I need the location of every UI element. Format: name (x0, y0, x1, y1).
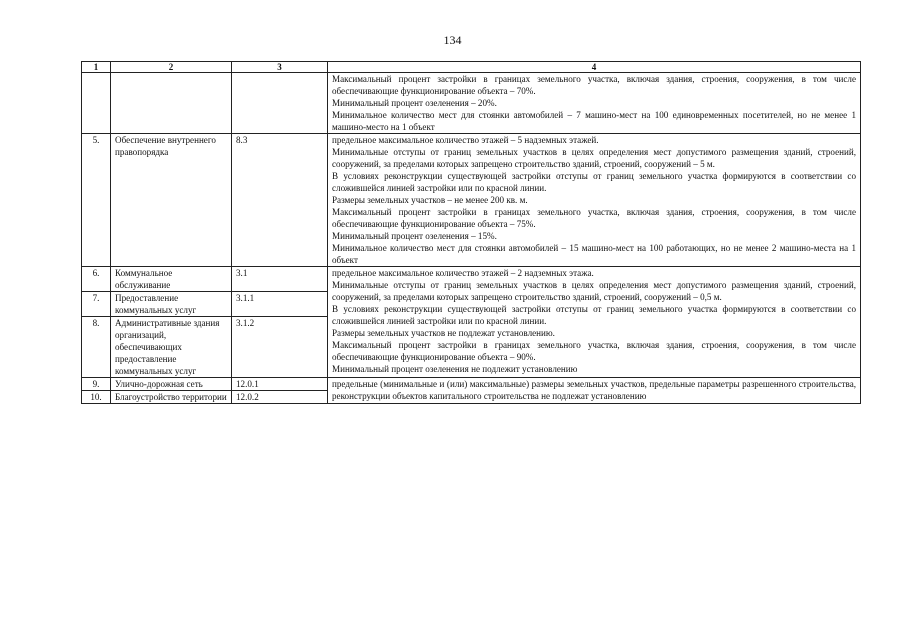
cell-parameters (328, 134, 861, 267)
table-row-9 (82, 378, 861, 391)
param-line: В условиях реконструкции существующей застройки отступы от границ земельного участка формируются в соответствии со сложившейся линией застройки или по красной линии. (332, 171, 856, 193)
header-col-3: 3 (232, 62, 328, 73)
cell-code: 3.1.2 (232, 317, 328, 378)
cell-parameters-merged (328, 267, 861, 378)
header-col-2: 2 (111, 62, 232, 73)
cell-name: Благоустройство территории (111, 391, 232, 404)
param-line: Минимальные отступы от границ земельных участков в целях определения мест допустимого размещения зданий, строений, сооружений, за пределами которых запрещено строительство зданий, строений, сооружений – 5 м. (332, 147, 856, 169)
cell-name: Коммунальное обслуживание (111, 267, 232, 292)
cell-name (111, 73, 232, 134)
header-col-1: 1 (82, 62, 111, 73)
param-line: предельные (минимальные и (или) максимальные) размеры земельных участков, предельные параметры разрешенного строительства, реконструкции объектов капитального строительства не подлежат установлению (332, 379, 856, 401)
cell-name: Обеспечение внутреннего правопорядка (111, 134, 232, 267)
cell-code (232, 73, 328, 134)
regulations-table (81, 61, 861, 404)
param-line: Минимальное количество мест для стоянки автомобилей – 7 машино-мест на 100 единовременных посетителей, но не менее 1 машино-место на 1 объект (332, 110, 856, 132)
cell-code: 3.1.1 (232, 292, 328, 317)
param-line: Минимальные отступы от границ земельных участков в целях определения мест допустимого размещения зданий, строений, сооружений, за пределами которых запрещено строительство зданий, строений, сооружений – 0,5 м. (332, 280, 856, 302)
cell-num: 6. (82, 267, 111, 292)
param-line: Максимальный процент застройки в границах земельного участка, включая здания, строения, сооружения, в том числе обеспечивающие функционирование объекта – 90%. (332, 340, 856, 362)
param-line: Минимальный процент озеленения – 15%. (332, 231, 497, 241)
param-line: Размеры земельных участков – не менее 200 кв. м. (332, 195, 528, 205)
header-col-4: 4 (328, 62, 861, 73)
page-number: 134 (443, 33, 462, 47)
param-line: Минимальный процент озеленения не подлежит установлению (332, 364, 578, 374)
cell-name: Административные здания организаций, обеспечивающих предоставление коммунальных услуг (111, 317, 232, 378)
param-line: Минимальный процент озеленения – 20%. (332, 98, 497, 108)
param-line: В условиях реконструкции существующей застройки отступы от границ земельного участка формируются в соответствии со сложившейся линией застройки или по красной линии. (332, 304, 856, 326)
table-row-6 (82, 267, 861, 292)
cell-num: 5. (82, 134, 111, 267)
table-row-5 (82, 134, 861, 267)
param-line: Максимальный процент застройки в границах земельного участка, включая здания, строения, сооружения, в том числе обеспечивающие функционирование объекта – 75%. (332, 207, 856, 229)
table-header-row (82, 62, 861, 73)
cell-name: Улично-дорожная сеть (111, 378, 232, 391)
cell-num (82, 73, 111, 134)
cell-num: 10. (82, 391, 111, 404)
param-line: предельное максимальное количество этажей – 2 надземных этажа. (332, 268, 594, 278)
param-line: Максимальный процент застройки в границах земельного участка, включая здания, строения, сооружения, в том числе обеспечивающие функционирование объекта – 70%. (332, 74, 856, 96)
cell-parameters-merged (328, 378, 861, 404)
cell-num: 7. (82, 292, 111, 317)
cell-parameters (328, 73, 861, 134)
param-line: Минимальное количество мест для стоянки автомобилей – 15 машино-мест на 100 работающих, но не менее 2 машино-места на 1 объект (332, 243, 856, 265)
cell-code: 3.1 (232, 267, 328, 292)
cell-code: 12.0.2 (232, 391, 328, 404)
param-line: предельное максимальное количество этажей – 5 надземных этажей. (332, 135, 599, 145)
cell-code: 8.3 (232, 134, 328, 267)
cell-code: 12.0.1 (232, 378, 328, 391)
cell-num: 9. (82, 378, 111, 391)
table-row-continuation (82, 73, 861, 134)
param-line: Размеры земельных участков не подлежат установлению. (332, 328, 555, 338)
cell-name: Предоставление коммунальных услуг (111, 292, 232, 317)
cell-num: 8. (82, 317, 111, 378)
